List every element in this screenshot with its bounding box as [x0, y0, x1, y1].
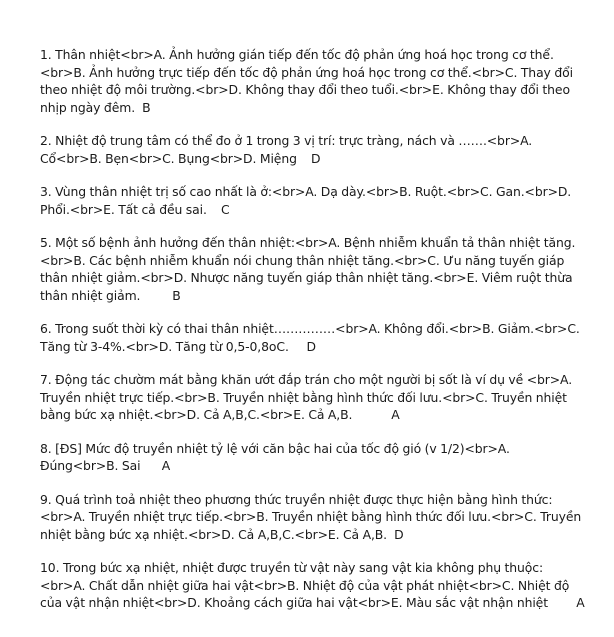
answer-key: A — [391, 407, 400, 422]
question-list — [40, 46, 588, 628]
question-3 — [40, 183, 588, 218]
answer-key: B — [172, 287, 181, 303]
question-7 — [40, 371, 588, 424]
question-text: 8. [ĐS] Mức độ truyền nhiệt tỷ lệ với căn bậc hai của tốc độ gió (v 1/2)<br>A. Đúng<br>B. Sai — [40, 440, 510, 473]
answer-key: D — [306, 338, 316, 354]
question-8 — [40, 440, 588, 475]
question-text: 9. Quá trình toả nhiệt theo phương thức truyền nhiệt được thực hiện bằng hình thức:<br>A. Truyền nhiệt trực tiếp.<br>B. Truyền nhiệt bằng hình thức đối lưu.<br>C. Truyền nhiệt bằng bức xạ nhiệt.<br>D. Cả A,B,C.<br>E. Cả A,B. — [40, 491, 582, 542]
question-text: 6. Trong suốt thời kỳ có thai thân nhiệt……………<br>A. Không đổi.<br>B. Giảm.<br>C. Tăng từ 3-4%.<br>D. Tăng từ 0,5-0,8oC. — [40, 321, 580, 354]
answer-key: B — [142, 99, 151, 115]
answer-key: C — [221, 201, 230, 217]
question-9 — [40, 491, 588, 544]
question-text: 7. Động tác chườm mát bằng khăn ướt đắp trán cho một người bị sốt là ví dụ về <br>A. Truyền nhiệt trực tiếp.<br>B. Truyền nhiệt bằng hình thức đối lưu.<br>C. Truyền nhiệt bằng bức xạ nhiệt.<br>D. Cả A,B,C.<br>E. Cả A,B. — [40, 372, 573, 422]
answer-key: D — [394, 526, 404, 542]
question-text: 3. Vùng thân nhiệt trị số cao nhất là ở:<br>A. Dạ dày.<br>B. Ruột.<br>C. Gan.<br>D. Phổi.<br>E. Tất cả đều sai. — [40, 184, 572, 217]
question-10 — [40, 559, 588, 612]
question-6 — [40, 320, 588, 355]
answer-key: D — [311, 150, 321, 166]
answer-key: A — [576, 595, 585, 610]
question-1 — [40, 46, 588, 116]
question-2 — [40, 132, 588, 167]
question-text: 10. Trong bức xạ nhiệt, nhiệt được truyền từ vật này sang vật kia không phụ thuộc:<br>A. Chất dẫn nhiệt giữa hai vật<br>B. Nhiệt độ của vật phát nhiệt<br>C. Nhiệt độ của vật nhận nhiệt<br>D. Khoảng cách giữa hai vật<br>E. Màu sắc vật nhận nhiệt — [40, 560, 570, 610]
question-text: 5. Một số bệnh ảnh hưởng đến thân nhiệt:<br>A. Bệnh nhiễm khuẩn tả thân nhiệt tăng.<br>B. Các bệnh nhiễm khuẩn nói chung thân nhiệt tăng.<br>C. Ưu năng tuyến giáp thân nhiệt giảm.<br>D. Nhược năng tuyến giáp thân nhiệt tăng.<br>E. Viêm ruột thừa thân nhiệt giảm. — [40, 235, 576, 303]
answer-key: A — [161, 458, 171, 473]
question-5 — [40, 234, 588, 304]
question-text: 2. Nhiệt độ trung tâm có thể đo ở 1 trong 3 vị trí: trực tràng, nách và …….<br>A. Cổ<br>B. Bẹn<br>C. Bụng<br>D. Miệng — [40, 133, 533, 166]
question-text: 1. Thân nhiệt<br>A. Ảnh hưởng gián tiếp đến tốc độ phản ứng hoá học trong cơ thể.<br>B. Ảnh hưởng trực tiếp đến tốc độ phản ứng hoá học trong cơ thể.<br>C. Thay đổi theo nhiệt độ môi trường.<br>D. Không thay đổi theo tuổi.<br>E. Không thay đổi theo nhịp ngày đêm. — [40, 47, 573, 115]
